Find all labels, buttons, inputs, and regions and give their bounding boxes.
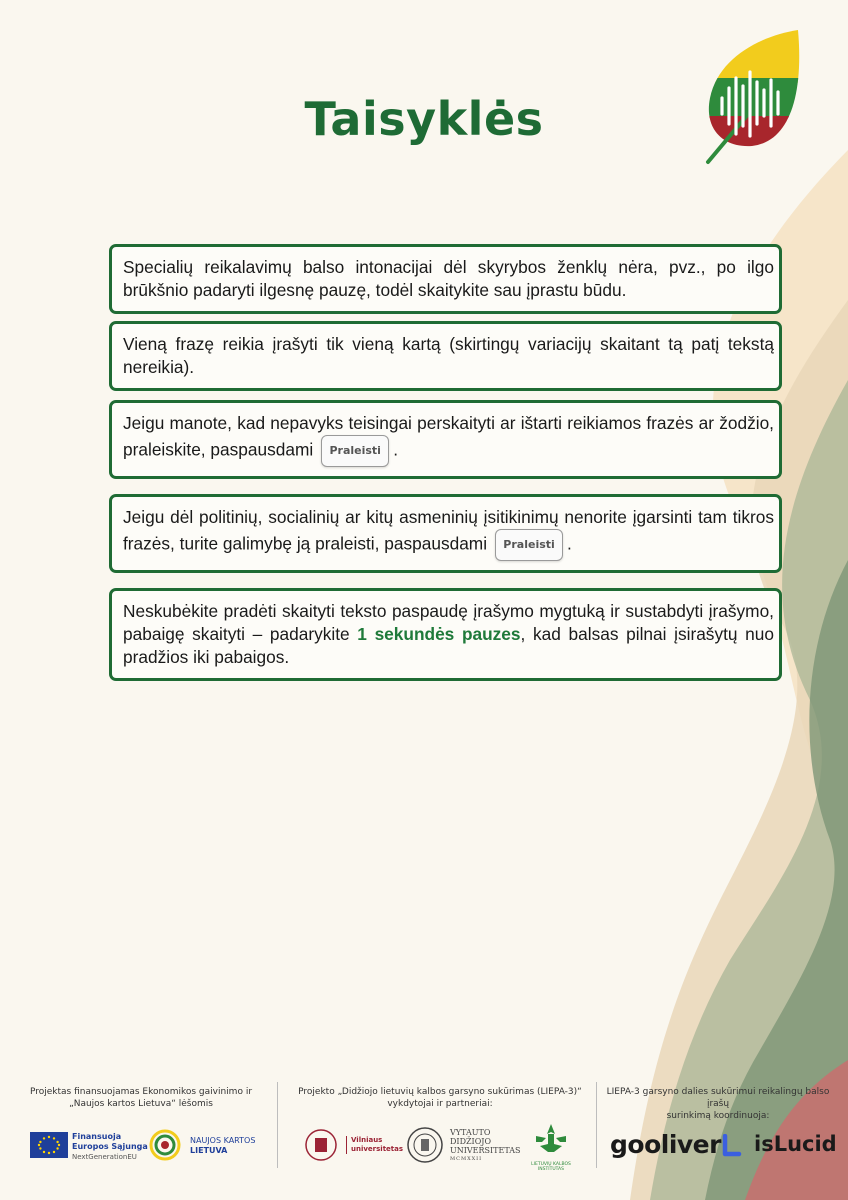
eu-line: Europos Sąjunga [72,1142,148,1151]
rule-text: Neskubėkite pradėti skaityti teksto paspaudę įrašymo mygtuką ir sustabdyti įrašymo, pabaigę skaityti – padarykite [123,601,774,644]
footer-text: Projekto „Didžiojo lietuvių kalbos garsyno sukūrimas (LIEPA-3)“ [298,1087,582,1097]
vdu-line: VYTAUTO [450,1128,491,1137]
footer-text: vykdytojai ir partneriai: [387,1099,493,1109]
rule-box-3 [109,400,782,479]
vu-line: universitetas [351,1145,404,1153]
footer-divider [596,1082,597,1168]
footer [0,1080,848,1200]
islucid-logo: isLucid [754,1132,837,1156]
rule-text: Jeigu manote, kad nepavyks teisingai perskaityti ar ištarti reikiamos frazės ar žodžio, praleiskite, paspausdami [123,413,774,460]
rule-box-4 [109,494,782,573]
rule-box-2 [109,321,782,391]
footer-divider [277,1082,278,1168]
rule-box-1 [109,244,782,314]
lki-text: LIETUVIŲ KALBOS INSTITUTAS [531,1162,571,1172]
lki-logo-icon [528,1122,574,1162]
vu-seal-icon [304,1128,338,1162]
rule-text-end: . [393,439,399,460]
vdu-text [450,1128,521,1164]
liepa-leaf-logo [700,28,804,166]
rule-text-end: , kad balsas pilnai įsirašytų nuo pradžios iki pabaigos. [123,624,774,667]
eu-line: Finansuoja [72,1132,122,1141]
footer-text: „Naujos kartos Lietuva“ lėšomis [69,1099,213,1109]
rule-text-end: . [567,533,572,554]
vdu-seal-icon [406,1126,444,1164]
nkl-line: LIETUVA [190,1146,228,1155]
eu-line: NextGenerationEU [72,1153,137,1161]
gooliver-logo: gooliver [610,1130,721,1159]
naujos-kartos-text [190,1136,255,1156]
nkl-line: NAUJOS KARTOS [190,1136,256,1145]
vu-text [346,1136,403,1154]
footer-text: Projektas finansuojamas Ekonomikos gaivinimo ir [29,1087,253,1097]
skip-button[interactable]: Praleisti [495,529,563,561]
eu-flag-icon [30,1132,68,1158]
islucid-logo-icon [722,1134,742,1158]
vdu-line: MCMXXII [450,1156,483,1162]
eu-logo-text [72,1132,148,1162]
rule-text: Specialių reikalavimų balso intonacijai dėl skyrybos ženklų nėra, pvz., po ilgo brūkšnio padaryti ilgesnę pauzę, todėl skaitykite sau įprastu būdu. [123,257,774,300]
rule-box-5 [109,588,782,681]
naujos-kartos-logo-icon [148,1128,182,1162]
rule-text: Jeigu dėl politinių, socialinių ar kitų asmeninių įsitikinimų nenorite įgarsinti tam tikros frazės, turite galimybę ją praleisti, paspausdami [123,507,774,554]
footer-col-partners [290,1086,590,1110]
footer-text: surinkimą koordinuoja: [666,1111,770,1121]
highlight-pause: 1 sekundės pauzes [357,624,521,644]
footer-col-funding [20,1086,262,1110]
footer-text: LIEPA-3 garsyno dalies sukūrimui reikalingų balso įrašų [606,1087,830,1109]
rule-text: Vieną frazę reikia įrašyti tik vieną kartą (skirtingų variacijų skaitant tą patį tekstą nereikia). [123,334,774,377]
vu-line: Vilniaus [351,1136,383,1144]
footer-col-coordinators [600,1086,836,1122]
vdu-line: DIDŽIOJO [450,1137,492,1146]
page-title: Taisyklės [304,92,544,146]
skip-button[interactable]: Praleisti [321,435,389,467]
vdu-line: UNIVERSITETAS [450,1146,521,1155]
